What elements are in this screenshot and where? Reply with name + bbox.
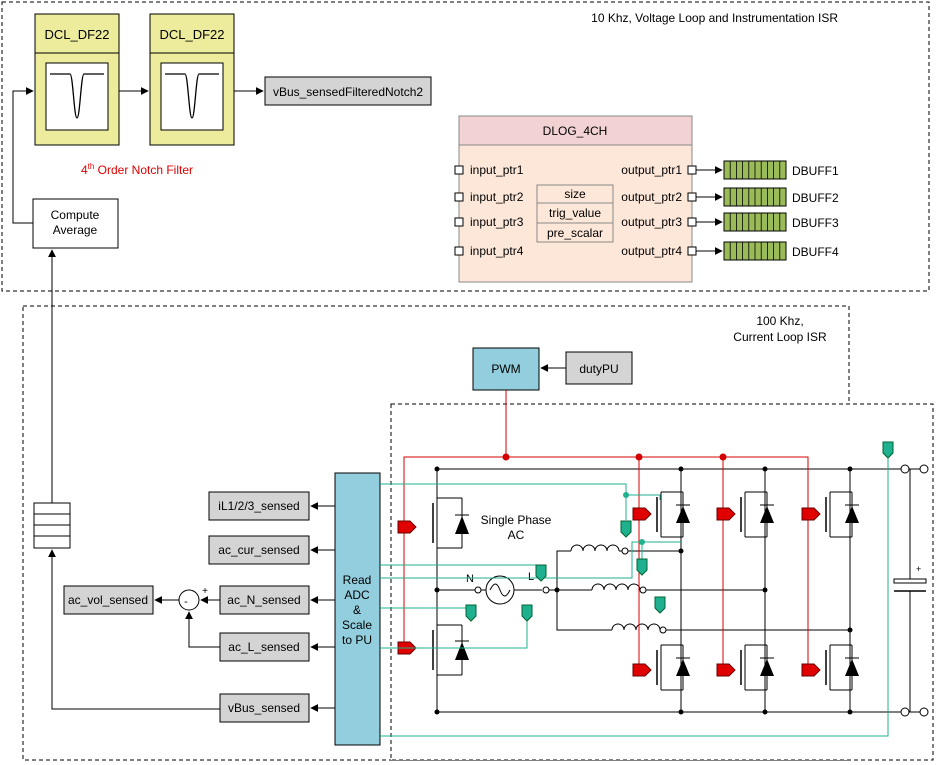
single-phase-label-1: Single Phase — [480, 513, 552, 527]
dlog-param-size: size — [564, 187, 586, 201]
cap-plus: + — [916, 564, 922, 574]
dbuff-label-1: DBUFF1 — [792, 164, 839, 178]
average-to-filter-arrow — [13, 91, 33, 223]
dbuff-buffer-icon — [724, 242, 786, 260]
dbuff-buffer-icon — [724, 188, 786, 206]
node-l: L — [527, 571, 535, 583]
adc-line-3: & — [352, 603, 362, 617]
filter2-label: DCL_DF22 — [159, 27, 225, 42]
ac-l-sensed-label: ac_L_sensed — [228, 640, 300, 654]
filtered-output-label: vBus_sensedFilteredNotch2 — [272, 85, 424, 99]
input-port — [455, 218, 463, 226]
input-port — [455, 247, 463, 255]
notch-filter-2 — [150, 14, 234, 145]
filter1-label: DCL_DF22 — [44, 27, 110, 42]
dlog-title: DLOG_4CH — [542, 124, 608, 138]
adc-line-5: to PU — [341, 633, 373, 647]
ac-n-sensed-label: ac_N_sensed — [227, 593, 301, 607]
output-port — [688, 218, 696, 226]
sum-plus: + — [202, 586, 208, 597]
dc-terminal — [901, 708, 909, 716]
notch-filter-1 — [35, 14, 119, 145]
bus-capacitor-icon — [894, 579, 926, 583]
input-port — [455, 193, 463, 201]
output-port — [688, 193, 696, 201]
input-port — [455, 166, 463, 174]
duty-label: dutyPU — [579, 362, 619, 376]
notch-caption: 4th Order Notch Filter — [80, 162, 194, 177]
adc-line-1: Read — [342, 573, 372, 587]
adc-line-4: Scale — [341, 618, 373, 632]
dlog-output-2: output_ptr2 — [621, 190, 682, 204]
node-n: N — [466, 573, 474, 585]
dlog-input-3: input_ptr3 — [470, 215, 524, 229]
dlog-param-prescalar: pre_scalar — [546, 226, 604, 240]
il-sensed-label: iL1/2/3_sensed — [218, 499, 300, 513]
adc-line-2: ADC — [344, 588, 370, 602]
ac-vol-sensed-label: ac_vol_sensed — [67, 593, 149, 607]
pwm-label: PWM — [491, 362, 521, 376]
dlog-block — [455, 116, 696, 282]
dbuff-label-4: DBUFF4 — [792, 245, 839, 259]
current-loop-label-1: 100 Khz, — [756, 314, 804, 328]
dlog-input-2: input_ptr2 — [470, 190, 524, 204]
ac-cur-sensed-label: ac_cur_sensed — [218, 543, 300, 557]
current-loop-label-2: Current Loop ISR — [733, 330, 827, 344]
dc-terminal — [901, 465, 909, 473]
dlog-output-4: output_ptr4 — [621, 244, 682, 258]
output-port — [688, 166, 696, 174]
dlog-input-4: input_ptr4 — [470, 244, 524, 258]
compute-average-line2: Average — [52, 223, 98, 237]
dlog-input-1: input_ptr1 — [470, 163, 524, 177]
dbuff-group — [724, 161, 786, 260]
voltage-loop-label: 10 Khz, Voltage Loop and Instrumentation ISR — [591, 11, 838, 25]
dlog-param-trig: trig_value — [548, 206, 602, 220]
dbuff-label-2: DBUFF2 — [792, 191, 839, 205]
compute-average-line1: Compute — [50, 208, 100, 222]
sum-minus: - — [184, 596, 188, 608]
dbuff-buffer-icon — [724, 213, 786, 231]
single-phase-label-2: AC — [507, 528, 525, 542]
vbus-sensed-label: vBus_sensed — [227, 701, 301, 715]
dlog-output-1: output_ptr1 — [621, 163, 682, 177]
dlog-output-3: output_ptr3 — [621, 215, 682, 229]
dlog-params-box — [537, 185, 613, 242]
vbus-to-fifo-arrow — [52, 550, 220, 709]
dc-terminal — [920, 708, 928, 716]
dbuff-label-3: DBUFF3 — [792, 216, 839, 230]
sum-junction — [179, 590, 199, 610]
output-port — [688, 247, 696, 255]
dbuff-buffer-icon — [724, 161, 786, 179]
dc-terminal — [920, 465, 928, 473]
